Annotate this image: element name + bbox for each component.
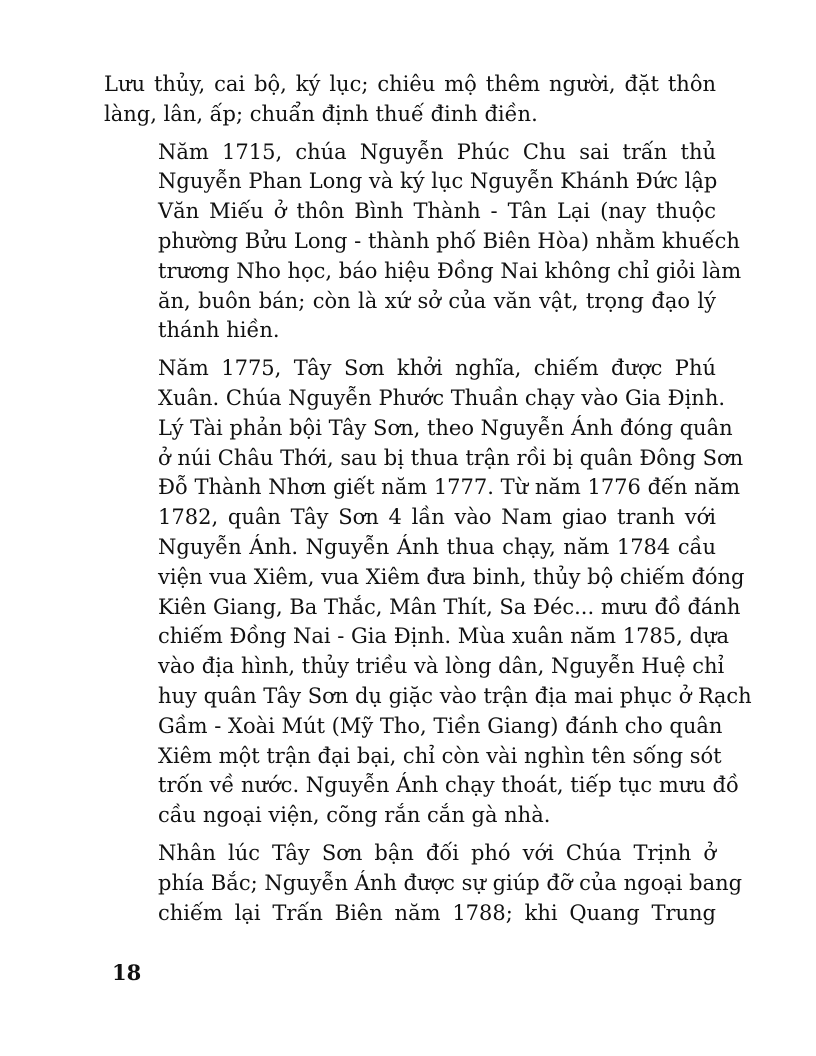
paragraph [104, 839, 743, 928]
text-line: Lưu thủy, cai bộ, ký lục; chiêu mộ thêm người, đặt thôn [104, 72, 716, 96]
text-line: cầu ngoại viện, cõng rắn cắn gà nhà. [158, 803, 551, 828]
paragraph [104, 70, 716, 130]
text-line: vào địa hình, thủy triều và lòng dân, Nguyễn Huệ chỉ [158, 654, 725, 679]
paragraph [104, 138, 742, 347]
text-line: Năm 1775, Tây Sơn khởi nghĩa, chiếm được Phú [158, 356, 716, 381]
text-line: Gầm - Xoài Mút (Mỹ Tho, Tiền Giang) đánh cho quân [158, 713, 723, 738]
text-line: phường Bửu Long - thành phố Biên Hòa) nhằm khuếch [158, 228, 740, 253]
text-line: ăn, buôn bán; còn là xứ sở của văn vật, trọng đạo lý [158, 288, 716, 313]
text-line: thánh hiền. [158, 318, 280, 343]
text-line: Xuân. Chúa Nguyễn Phước Thuần chạy vào Gia Định. [158, 385, 726, 410]
text-line: trương Nho học, báo hiệu Đồng Nai không chỉ giỏi làm [158, 258, 742, 283]
text-line: chiếm lại Trấn Biên năm 1788; khi Quang Trung [158, 900, 716, 925]
body-text [104, 70, 752, 936]
text-line: viện vua Xiêm, vua Xiêm đưa binh, thủy bộ chiếm đóng [158, 564, 745, 589]
text-line: 1782, quân Tây Sơn 4 lần vào Nam giao tranh với [158, 505, 716, 530]
text-line: Xiêm một trận đại bại, chỉ còn vài nghìn tên sống sót [158, 743, 722, 768]
text-line: Văn Miếu ở thôn Bình Thành - Tân Lại (nay thuộc [158, 199, 716, 224]
text-line: Nguyễn Phan Long và ký lục Nguyễn Khánh Đức lập [158, 169, 718, 194]
text-line: Kiên Giang, Ba Thắc, Mân Thít, Sa Đéc... mưu đồ đánh [158, 594, 741, 619]
paragraph [104, 354, 752, 831]
text-line: Nguyễn Ánh. Nguyễn Ánh thua chạy, năm 1784 cầu [158, 534, 716, 559]
text-line: trốn về nước. Nguyễn Ánh chạy thoát, tiếp tục mưu đồ [158, 773, 739, 798]
text-line: làng, lân, ấp; chuẩn định thuế đinh điền. [104, 101, 538, 126]
page-number: 18 [112, 960, 142, 985]
text-line: huy quân Tây Sơn dụ giặc vào trận địa mai phục ở Rạch [158, 683, 752, 708]
text-line: chiếm Đồng Nai - Gia Định. Mùa xuân năm 1785, dựa [158, 624, 729, 649]
text-line: Năm 1715, chúa Nguyễn Phúc Chu sai trấn thủ [158, 139, 716, 164]
text-line: phía Bắc; Nguyễn Ánh được sự giúp đỡ của ngoại bang [158, 870, 743, 895]
text-line: Lý Tài phản bội Tây Sơn, theo Nguyễn Ánh đóng quân [158, 415, 733, 440]
text-line: ở núi Châu Thới, sau bị thua trận rồi bị quân Đông Sơn [158, 445, 744, 470]
text-line: Đỗ Thành Nhơn giết năm 1777. Từ năm 1776 đến năm [158, 475, 741, 500]
text-line: Nhân lúc Tây Sơn bận đối phó với Chúa Trịnh ở [158, 840, 716, 865]
